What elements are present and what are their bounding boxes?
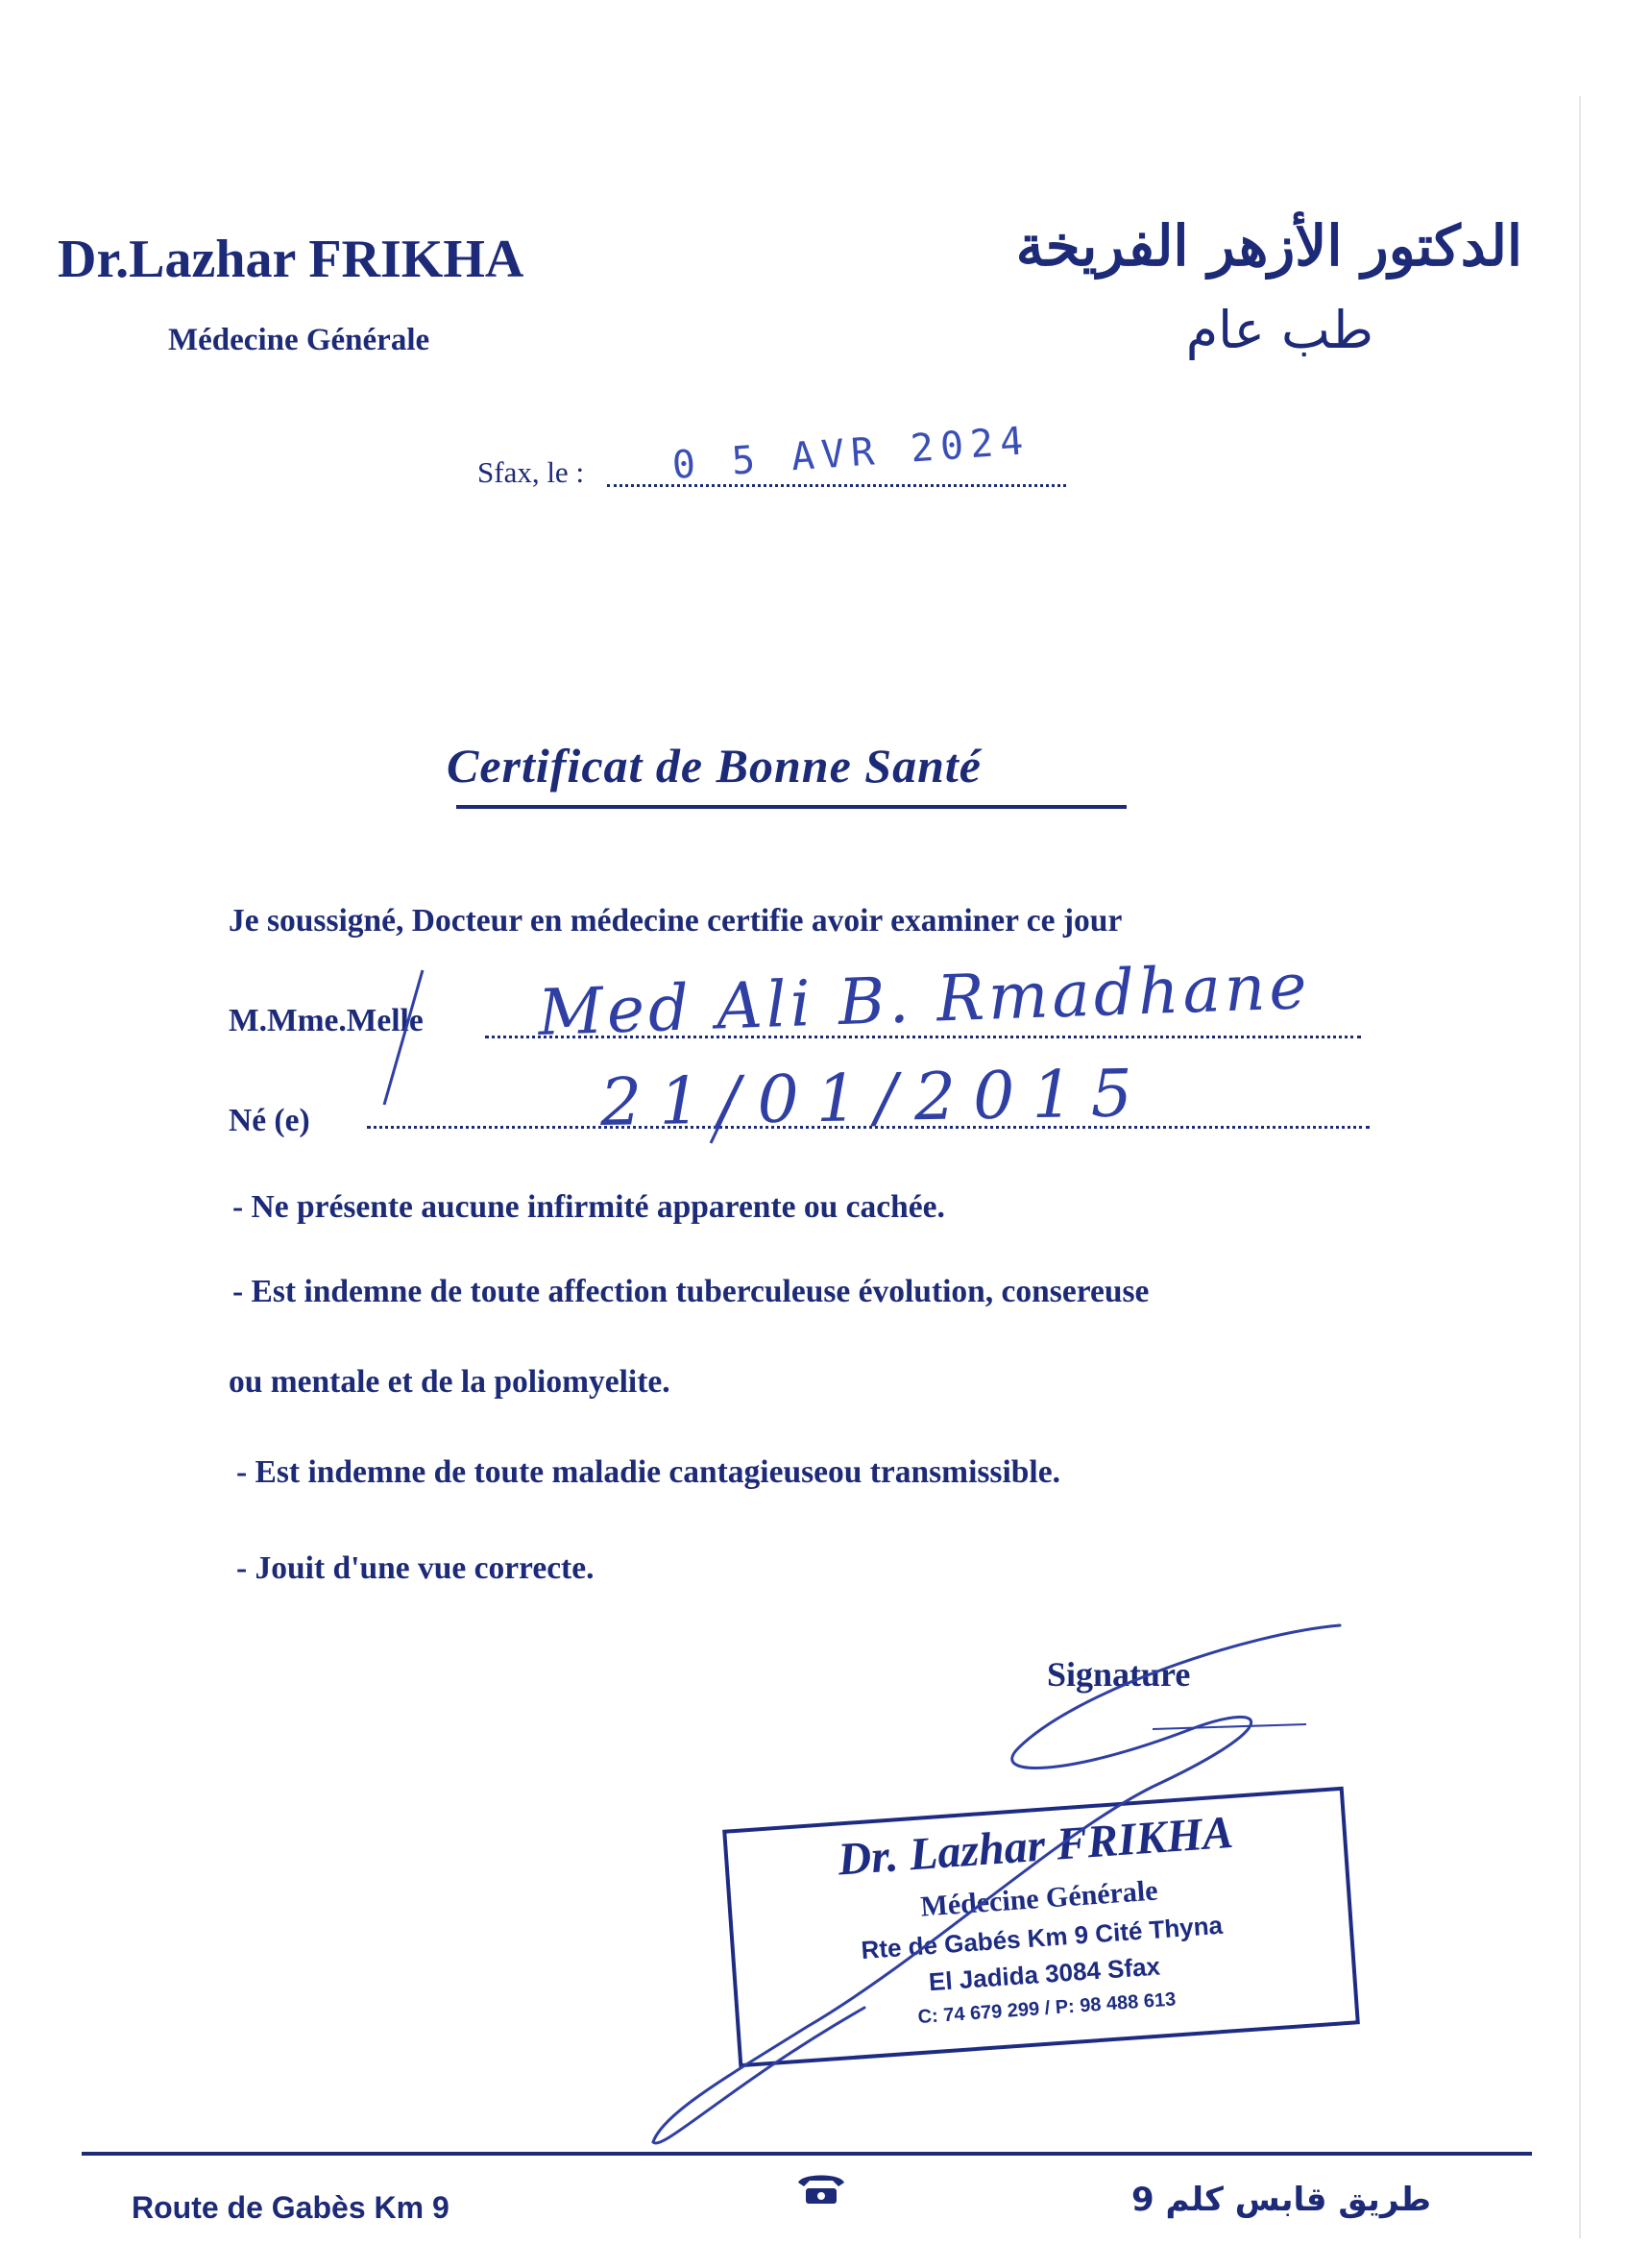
statement-1: - Ne présente aucune infirmité apparente ou cachée. (232, 1189, 945, 1225)
doctor-name: Dr.Lazhar FRIKHA (58, 230, 524, 289)
footer-address: Route de Gabès Km 9 (132, 2190, 449, 2225)
arabic-doctor-name: الدكتور الأزهر الفريخة (1015, 213, 1522, 279)
certificate-title: Certificat de Bonne Santé (447, 739, 982, 793)
name-label: M.Mme.Melle (229, 1003, 424, 1038)
born-label: Né (e) (229, 1103, 310, 1138)
footer-arabic-address: طريق قابس كلم 9 (1131, 2181, 1431, 2219)
stamp-address-line1: Rte de Gabés Km 9 Cité Thyna (860, 1910, 1224, 1965)
stamp-address-line2: El Jadida 3084 Sfax (927, 1951, 1161, 1997)
statement-3: - Est indemne de toute maladie cantagieuseou transmissible. (236, 1454, 1060, 1490)
signature-label: Signature (1047, 1655, 1191, 1694)
statement-2a: - Est indemne de toute affection tuberculeuse évolution, consereuse (232, 1274, 1150, 1309)
title-underline (456, 805, 1127, 809)
phone-icon (792, 2169, 850, 2207)
signature-tail (1153, 1724, 1306, 1729)
statement-2b: ou mentale et de la poliomyelite. (229, 1364, 670, 1400)
handwritten-birth-date: 21/01/2015 (599, 1056, 1151, 1141)
statement-4: - Jouit d'une vue correcte. (236, 1550, 595, 1586)
handwritten-name: Med Ali B. Rmadhane (536, 948, 1312, 1051)
date-stamp: 0 5 AVR 2024 (670, 419, 1032, 488)
stamp-name: Dr. Lazhar FRIKHA (836, 1806, 1235, 1886)
footer-divider (82, 2152, 1532, 2156)
paper-edge (1579, 96, 1581, 2238)
intro-text: Je soussigné, Docteur en médecine certifie avoir examiner ce jour (229, 903, 1123, 939)
date-label: Sfax, le : (477, 455, 585, 489)
stamp-phones: C: 74 679 299 / P: 98 488 613 (916, 1988, 1177, 2029)
arabic-specialty: طب عام (1185, 300, 1373, 360)
stamp-specialty: Médecine Générale (919, 1874, 1159, 1923)
doctor-stamp (722, 1787, 1360, 2068)
specialty: Médecine Générale (168, 323, 430, 357)
